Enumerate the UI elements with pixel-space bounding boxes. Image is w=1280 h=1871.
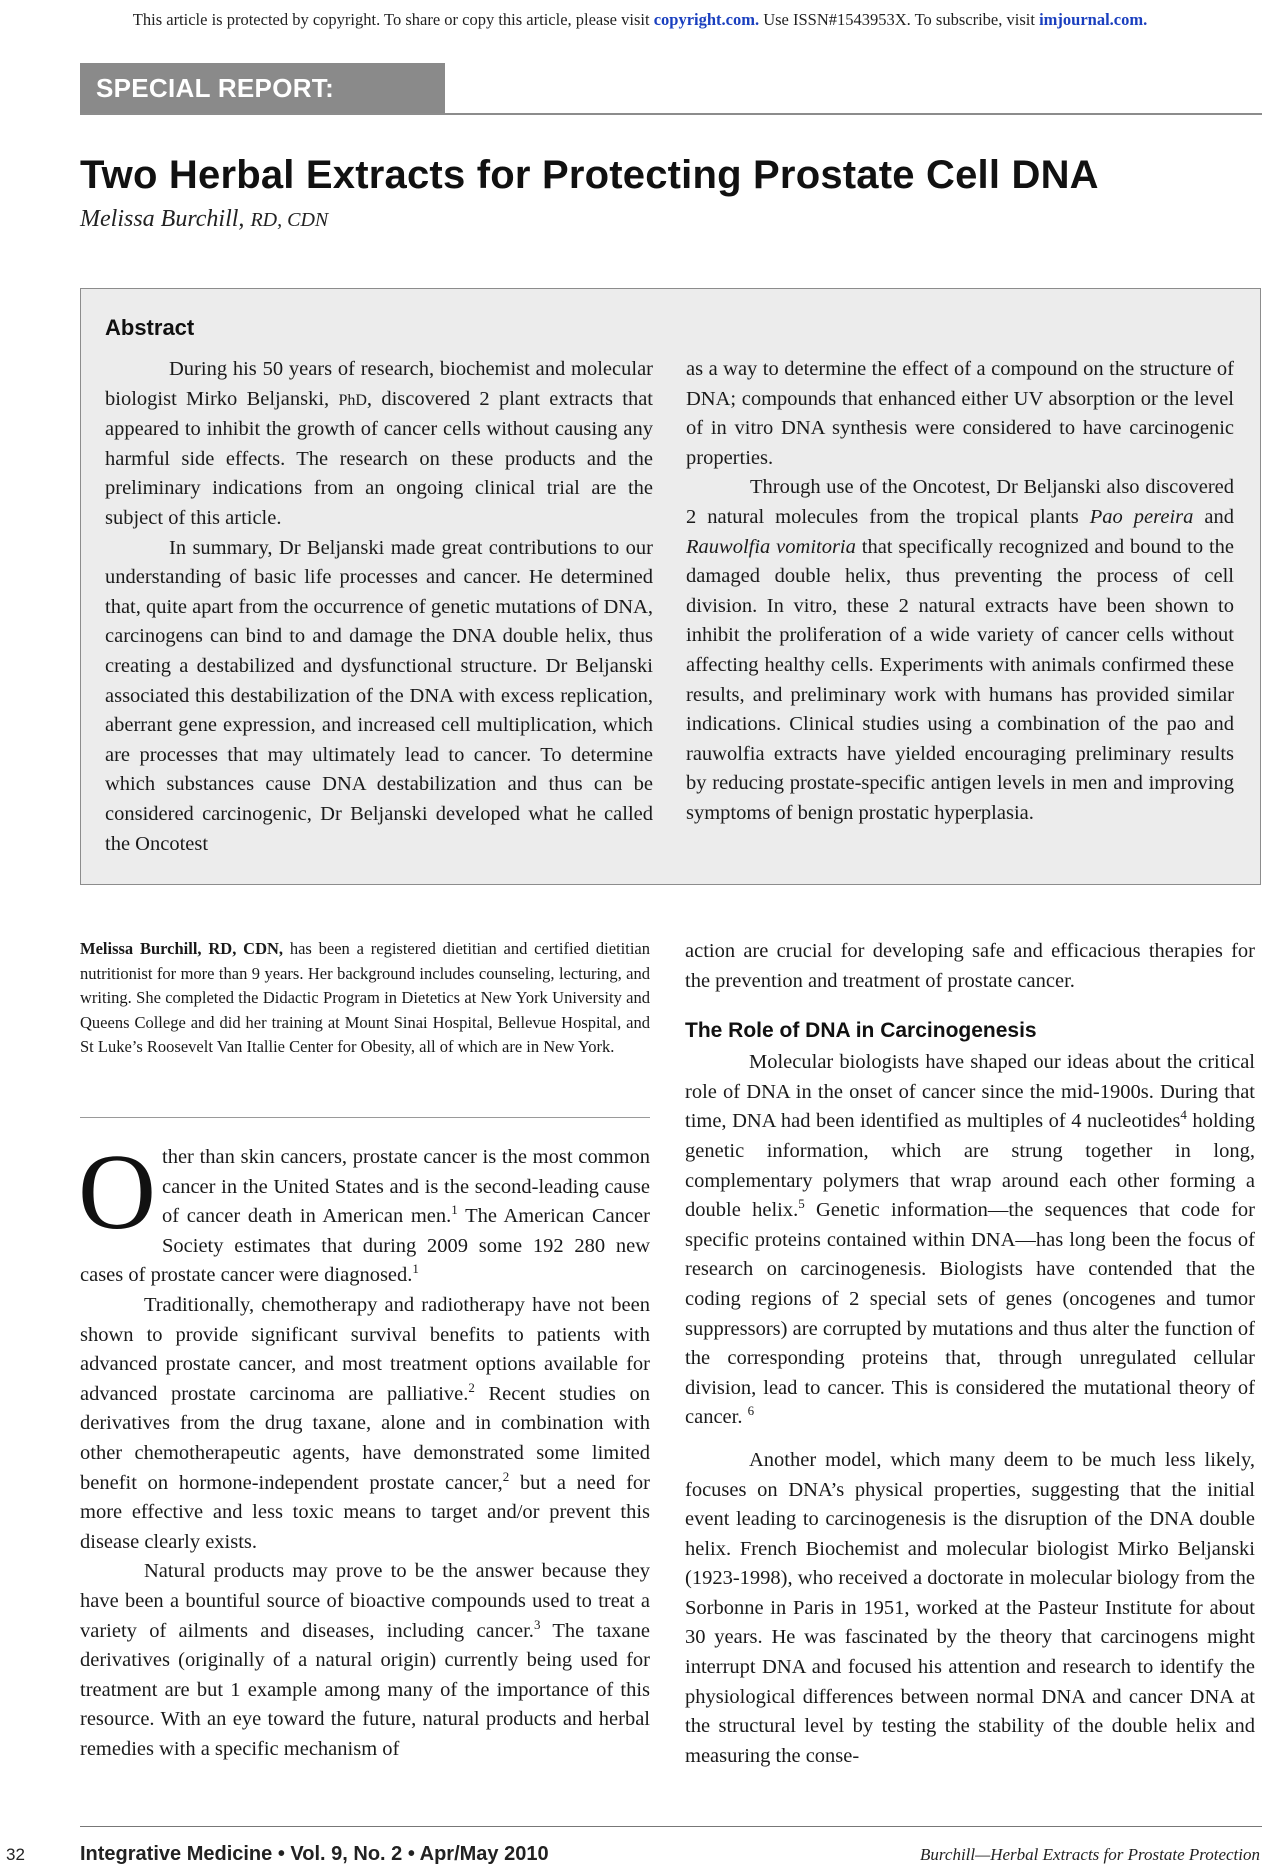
- abstract-paragraph: In summary, Dr Beljanski made great contributions to our understanding of basic life processes and cancer. He determined that, quite apart from the occurrence of genetic mutations of DNA, carcinogens can bind to and damage the DNA double helix, thus creating a destabilized and dysfunctional structure. Dr Beljanski associated this destabilization of the DNA with excess replication, aberrant gene expression, and increased cell multiplication, which are processes that may ultimately lead to cancer. To determine which substances cause DNA destabilization and thus can be considered carcinogenic, Dr Beljanski developed what he called the Oncotest: [105, 536, 653, 855]
- citation: 3: [533, 1616, 541, 1632]
- journal-link[interactable]: imjournal.com.: [1039, 10, 1148, 29]
- section-tag: SPECIAL REPORT: CANCER: [80, 63, 445, 113]
- body-paragraph: Other than skin cancers, prostate cancer is the most common cancer in the United States and is the second-leading cause of cancer death in American men.$^1$ The American Cancer Society estimates that during 2009 some 192 280 new cases of prostate cancer were diagnosed.$^1$: [78, 1133, 650, 1287]
- abstract-paragraph: During his 50 years of research, biochemist and molecular biologist Mirko Beljanski, PhD, discovered 2 plant extracts that appeared to inhibit the growth of cancer cells without causing any harmful side effects. The research on these products and the preliminary indications from an ongoing clinical trial are the subject of this article.: [105, 358, 653, 529]
- body-column-left: [78, 1133, 650, 1764]
- citation: 4: [1180, 1107, 1187, 1123]
- page-number: 32: [6, 1845, 25, 1864]
- citation: 1: [451, 1202, 458, 1218]
- divider: [80, 1117, 650, 1118]
- article-title: Two Herbal Extracts for Protecting Prostate Cell DNA: [80, 153, 1099, 197]
- body-paragraph: Another model, which many deem to be much less likely, focuses on DNA’s physical properties, suggesting that the initial event leading to carcinogenesis is the disruption of the DNA double helix. French Biochemist and molecular biologist Mirko Beljanski (1923-1998), who received a doctorate in molecular biology from the Sorbonne in Paris in 1951, worked at the Pasteur Institute for about 30 years. He was fascinated by the theory that carcinogens might interrupt DNA and focused his attention and research to identify the physiological differences between normal DNA and cancer DNA at the structural level by testing the stability of the double helix and measuring the conse-: [685, 1448, 1255, 1767]
- journal-citation: Integrative Medicine • Vol. 9, No. 2 • Apr/May 2010: [80, 1843, 549, 1865]
- abstract-paragraph: Through use of the Oncotest, Dr Beljanski also discovered 2 natural molecules from the tropical plants Pao pereira and Rauwolfia vomitoria that specifically recognized and bound to the damaged double helix, thus preventing the process of cell division. In vitro, these 2 natural extracts have been shown to inhibit the proliferation of a wide variety of cancer cells without affecting healthy cells. Experiments with animals confirmed these results, and preliminary work with humans has provided similar indications. Clinical studies using a combination of the pao and rauwolfia extracts have yielded encouraging preliminary results by reducing prostate-specific antigen levels in men and improving symptoms of benign prostatic hyperplasia.: [686, 476, 1235, 824]
- author-bio: [80, 937, 650, 1060]
- body-paragraph: action are crucial for developing safe and efficacious therapies for the prevention and treatment of prostate cancer.: [685, 940, 1255, 992]
- body-paragraph: Molecular biologists have shaped our ideas about the critical role of DNA in the onset of cancer since the mid-1900s. During that time, DNA had been identified as multiples of 4 nucleotides$^4$ holding genetic information, which are strung together in long, complementary polymers that wrap around each other forming a double helix.$^5$ Genetic information—the sequences that code for specific proteins contained within DNA—has long been the focus of research on carcinogenesis. Biologists have contended that the coding regions of 2 special sets of genes (oncogenes and tumor suppressors) are corrupted by mutations and thus alter the function of the corresponding proteins that, through unregulated cellular division, lead to cancer. This is considered the mutational theory of cancer. $^6$: [685, 1051, 1255, 1429]
- copyright-notice: [0, 10, 1280, 30]
- copyright-prefix: This article is protected by copyright. To share or copy this article, please visit: [132, 10, 654, 29]
- abstract-paragraph: as a way to determine the effect of a compound on the structure of DNA; compounds that enhanced either UV absorption or the level of in vitro DNA synthesis were considered to have carcinogenic properties.: [686, 358, 1234, 469]
- copyright-link[interactable]: copyright.com.: [653, 10, 760, 29]
- running-head: Burchill—Herbal Extracts for Prostate Protection: [920, 1845, 1260, 1864]
- citation: 6: [747, 1403, 755, 1419]
- author-name: Melissa Burchill,: [80, 206, 251, 232]
- author-credentials: RD, CDN: [250, 209, 329, 231]
- citation: 1: [412, 1261, 419, 1277]
- bio-name: Melissa Burchill, RD, CDN,: [80, 939, 284, 958]
- abstract-box: [80, 288, 1261, 885]
- body-column-right: [685, 937, 1255, 1771]
- citation: 2: [502, 1468, 510, 1484]
- drop-cap: O: [78, 1133, 156, 1252]
- body-paragraph: Traditionally, chemotherapy and radiotherapy have not been shown to provide significant survival benefits to patients with advanced prostate cancer, and most treatment options available for advanced prostate carcinoma are palliative.$^2$ Recent studies on derivatives from the drug taxane, alone and in combination with other chemotherapeutic agents, have demonstrated some limited benefit on hormone-independent prostate cancer,$^2$ but a need for more effective and less toxic means to target and/or prevent this disease clearly exists.: [80, 1293, 650, 1553]
- section-heading: The Role of DNA in Carcinogenesis: [685, 1019, 1037, 1043]
- abstract-column-left: [105, 355, 653, 859]
- copyright-middle: Use ISSN#1543953X. To subscribe, visit: [759, 10, 1040, 29]
- body-paragraph: Natural products may prove to be the answer because they have been a bountiful source of bioactive compounds used to treat a variety of ailments and diseases, including cancer.$^3$ The taxane derivatives (originally of a natural origin) currently being used for treatment are but 1 example among many of the importance of this resource. With an eye toward the future, natural products and herbal remedies with a specific mechanism of: [80, 1560, 650, 1760]
- abstract-column-right: [686, 355, 1234, 829]
- citation: 5: [798, 1196, 805, 1212]
- abstract-heading: Abstract: [105, 315, 195, 340]
- bio-text: has been a registered dietitian and certified dietitian nutritionist for more than 9 years. Her background includes counseling, lecturing, and writing. She completed the Didactic Program in Dietetics at New York University and Queens College and did her training at Mount Sinai Hospital, Bellevue Hospital, and St Luke’s Roosevelt Van Itallie Center for Obesity, all of which are in New York.: [80, 939, 651, 1057]
- author-byline: [80, 206, 328, 233]
- citation: 2: [468, 1379, 475, 1395]
- footer-divider: [80, 1826, 1262, 1827]
- section-header-bar: [80, 63, 1262, 153]
